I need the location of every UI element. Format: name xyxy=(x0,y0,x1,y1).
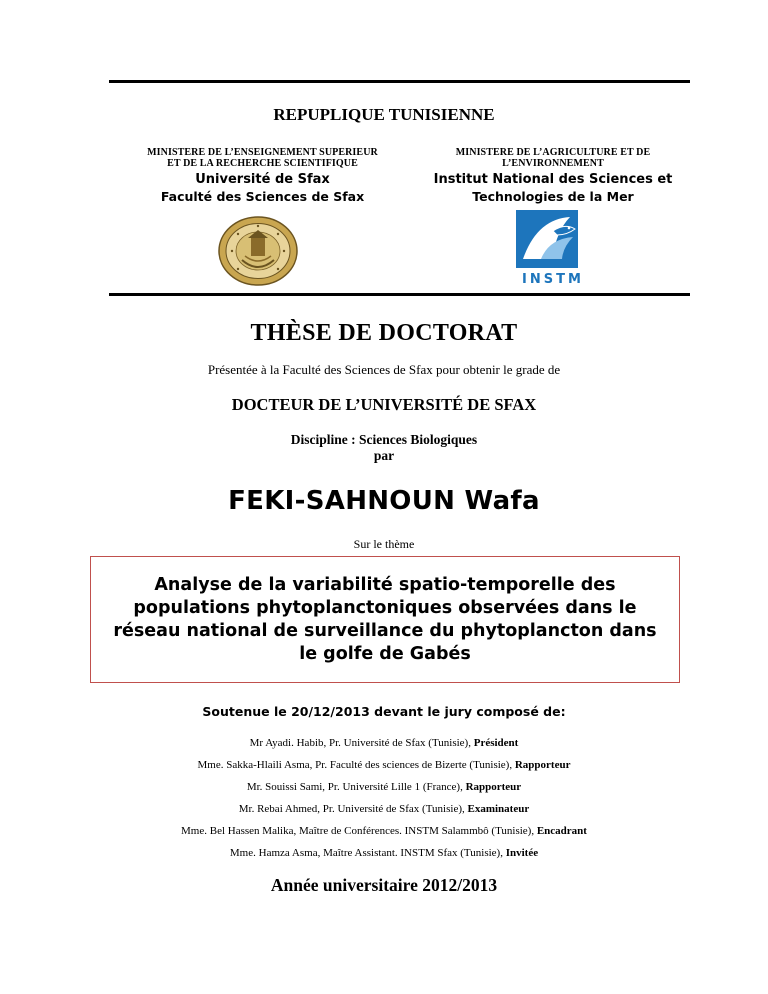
top-divider xyxy=(109,80,690,83)
university-seal-icon xyxy=(218,216,298,286)
discipline-line: Discipline : Sciences Biologiques xyxy=(290,432,478,447)
left-institution-block xyxy=(120,147,405,205)
jury-member-role: Président xyxy=(473,737,519,749)
theme-line: populations phytoplanctoniques observées dans le xyxy=(133,597,637,618)
thesis-theme-box xyxy=(90,556,680,683)
instm-logo-text: INSTM xyxy=(522,272,584,285)
degree-title: DOCTEUR DE L’UNIVERSITÉ DE SFAX xyxy=(231,395,537,414)
thesis-theme-text xyxy=(113,574,656,666)
by-line: par xyxy=(373,448,395,463)
left-ministry-line2: ET DE LA RECHERCHE SCIENTIFIQUE xyxy=(167,158,358,169)
jury-list xyxy=(0,736,768,868)
jury-member-role: Invitée xyxy=(505,847,539,859)
institute-name-line1: Institut National des Sciences et xyxy=(433,172,673,187)
jury-member-info: Mr. Souissi Sami, Pr. Université Lille 1 (France), xyxy=(246,781,466,793)
jury-member-role: Encadrant xyxy=(536,825,587,837)
academic-year: Année universitaire 2012/2013 xyxy=(270,875,498,895)
jury-member xyxy=(0,802,768,824)
jury-member-info: Mr. Rebai Ahmed, Pr. Université de Sfax (Tunisie), xyxy=(238,803,468,815)
right-ministry-line2: L’ENVIRONNEMENT xyxy=(502,158,604,169)
theme-line: Analyse de la variabilité spatio-temporelle des xyxy=(154,574,616,595)
jury-member xyxy=(0,846,768,868)
jury-member-info: Mr Ayadi. Habib, Pr. Université de Sfax (Tunisie), xyxy=(249,737,474,749)
author-name: FEKI-SAHNOUN Wafa xyxy=(228,486,540,516)
instm-fish-logo-icon xyxy=(515,209,592,285)
institute-name-line2: Technologies de la Mer xyxy=(472,189,634,204)
country-title: REPUPLIQUE TUNISIENNE xyxy=(273,105,495,124)
left-ministry-line1: MINISTERE DE L’ENSEIGNEMENT SUPERIEUR xyxy=(147,147,378,158)
presented-line: Présentée à la Faculté des Sciences de Sfax pour obtenir le grade de xyxy=(207,362,561,377)
jury-member-info: Mme. Sakka-Hlaili Asma, Pr. Faculté des sciences de Bizerte (Tunisie), xyxy=(197,759,515,771)
right-ministry-line1: MINISTERE DE L’AGRICULTURE ET DE xyxy=(455,147,651,158)
theme-label: Sur le thème xyxy=(353,537,415,551)
jury-member xyxy=(0,758,768,780)
jury-member-role: Examinateur xyxy=(467,803,530,815)
jury-member-role: Rapporteur xyxy=(465,781,522,793)
jury-member xyxy=(0,824,768,846)
faculty-name: Faculté des Sciences de Sfax xyxy=(160,189,365,204)
defense-line: Soutenue le 20/12/2013 devant le jury composé de: xyxy=(202,704,566,719)
jury-member-info: Mme. Bel Hassen Malika, Maître de Conférences. INSTM Salammbô (Tunisie), xyxy=(181,825,537,837)
theme-line: réseau national de surveillance du phytoplancton dans xyxy=(113,620,657,641)
discipline-block xyxy=(0,432,768,464)
jury-member-role: Rapporteur xyxy=(514,759,571,771)
jury-member xyxy=(0,736,768,758)
right-institution-block xyxy=(418,147,688,205)
thesis-title: THÈSE DE DOCTORAT xyxy=(250,320,518,346)
header-bottom-divider xyxy=(109,293,690,296)
theme-line: le golfe de Gabés xyxy=(299,643,471,664)
university-name: Université de Sfax xyxy=(195,172,330,187)
jury-member-info: Mme. Hamza Asma, Maître Assistant. INSTM Sfax (Tunisie), xyxy=(229,847,506,859)
jury-member xyxy=(0,780,768,802)
